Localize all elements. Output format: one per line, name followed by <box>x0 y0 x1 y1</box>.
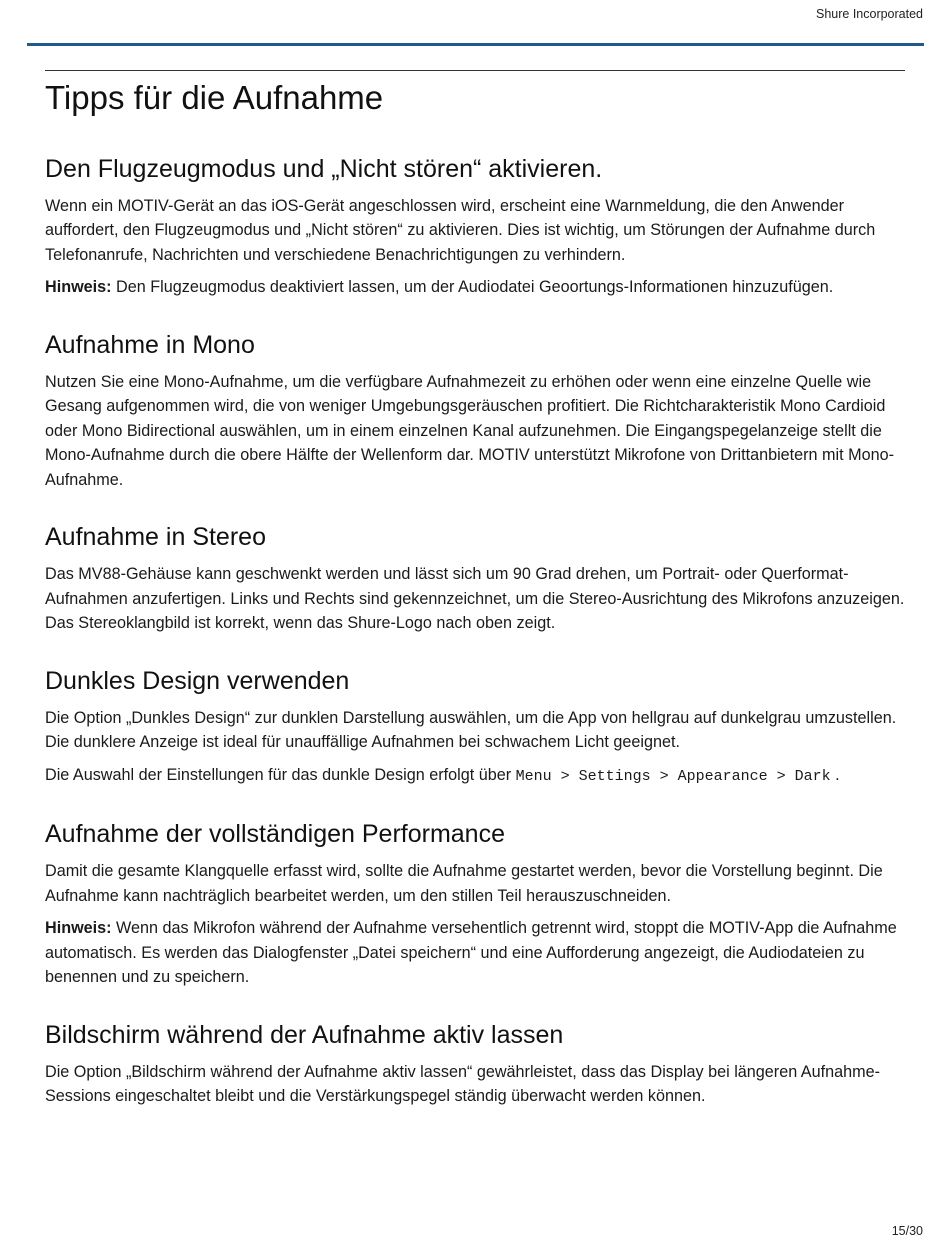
section-mono <box>45 330 905 493</box>
section-heading: Dunkles Design verwenden <box>45 666 350 695</box>
section-stereo <box>45 522 905 636</box>
header-rule <box>27 43 924 46</box>
section-dark-design <box>45 666 905 790</box>
section-note <box>45 275 905 300</box>
section-paragraph: Wenn ein MOTIV-Gerät an das iOS-Gerät angeschlossen wird, erscheint eine Warnmeldung, die den Anwender auffordert, den Flugzeugmodus und „Nicht stören“ zu aktivieren. Dies ist wichtig, um Störungen der Aufnahme durch Telefonanrufe, Nachrichten und verschiedene Benachrichtigungen zu verhindern. <box>45 196 876 264</box>
section-paragraph: Damit die gesamte Klangquelle erfasst wird, sollte die Aufnahme gestartet werden, bevor die Vorstellung beginnt. Die Aufnahme kann nachträglich bearbeitet werden, um den stillen Teil herauszuschneiden. <box>45 862 883 905</box>
note-label: Hinweis: <box>45 278 112 297</box>
section-paragraph-settings <box>45 763 905 790</box>
note-text: Den Flugzeugmodus deaktiviert lassen, um der Audiodatei Geoortungs-Informationen hinzuzufügen. <box>111 278 834 297</box>
note-label: Hinweis: <box>45 919 112 938</box>
settings-text: Die Auswahl der Einstellungen für das dunkle Design erfolgt über <box>45 765 516 784</box>
settings-end: . <box>830 765 840 784</box>
section-heading: Aufnahme in Stereo <box>45 523 266 552</box>
section-paragraph: Nutzen Sie eine Mono-Aufnahme, um die verfügbare Aufnahmezeit zu erhöhen oder wenn eine einzelne Quelle wie Gesang aufgenommen wird, die von weniger Umgebungsgeräuschen profitiert. Die Richtcharakteristik Mono Cardioid oder Mono Bidirectional auswählen, um in einem einzelnen Kanal aufzunehmen. Die Eingangspegelanzeige stellt die Mono-Aufnahme durch die obere Hälfte der Wellenform dar. MOTIV unterstützt Mikrofone von Drittanbietern mit Mono-Aufnahme. <box>45 372 895 489</box>
section-heading: Aufnahme der vollständigen Performance <box>45 820 505 849</box>
section-performance <box>45 819 905 990</box>
section-note <box>45 916 905 990</box>
section-heading: Bildschirm während der Aufnahme aktiv lassen <box>45 1020 564 1049</box>
company-name: Shure Incorporated <box>815 7 923 21</box>
note-text: Wenn das Mikrofon während der Aufnahme versehentlich getrennt wird, stoppt die MOTIV-App die Aufnahme automatisch. Es werden das Dialogfenster „Datei speichern“ und eine Aufforderung angezeigt, die Audiodateien zu benennen und zu speichern. <box>45 919 897 987</box>
page-title: Tipps für die Aufnahme <box>45 79 384 116</box>
section-screen-active <box>45 1020 905 1109</box>
section-paragraph: Die Option „Dunkles Design“ zur dunklen Darstellung auswählen, um die App von hellgrau auf dunkelgrau umzustellen. Die dunklere Anzeige ist ideal für unauffällige Aufnahmen bei schwachem Licht geeignet. <box>45 708 897 752</box>
section-heading: Aufnahme in Mono <box>45 330 255 359</box>
section-paragraph: Das MV88-Gehäuse kann geschwenkt werden und lässt sich um 90 Grad drehen, um Portrait- oder Querformat-Aufnahmen anzufertigen. Links und Rechts sind gekennzeichnet, um die Stereo-Ausrichtung des Mikrofons anzuzeigen. Das Stereoklangbild ist korrekt, wenn das Shure-Logo nach oben zeigt. <box>45 565 905 633</box>
page-content <box>45 74 905 1117</box>
section-heading: Den Flugzeugmodus und „Nicht stören“ aktivieren. <box>45 154 603 183</box>
title-rule <box>45 70 905 71</box>
settings-path: Menu > Settings > Appearance > Dark <box>515 767 831 785</box>
section-paragraph: Die Option „Bildschirm während der Aufnahme aktiv lassen“ gewährleistet, dass das Display bei längeren Aufnahme-Sessions eingeschaltet bleibt und die Verstärkungspegel ständig überwacht werden können. <box>45 1062 880 1106</box>
section-flugzeugmodus <box>45 154 905 300</box>
page-number: 15/30 <box>891 1224 923 1238</box>
